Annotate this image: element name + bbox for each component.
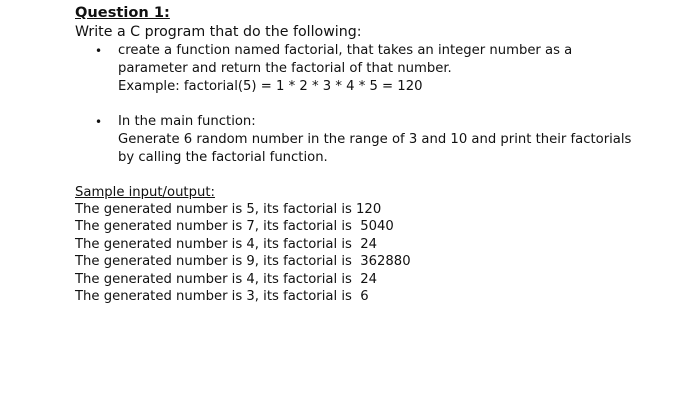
sample-output-line: The generated number is 3, its factorial is 6 — [75, 288, 369, 304]
question-intro: Write a C program that do the following: — [75, 24, 362, 40]
sample-output-line: The generated number is 7, its factorial is 5040 — [75, 219, 394, 235]
requirement-factorial-function — [75, 42, 685, 96]
requirement-line: Generate 6 random number in the range of 3 and 10 and print their factorials — [118, 132, 632, 147]
requirement-main-function — [75, 113, 685, 167]
sample-output — [75, 201, 685, 305]
requirement-example: Example: factorial(5) = 1 * 2 * 3 * 4 * 5 = 120 — [118, 79, 423, 94]
sample-output-line: The generated number is 4, its factorial is 24 — [75, 271, 378, 287]
sample-output-line: The generated number is 9, its factorial is 362880 — [75, 254, 411, 270]
requirement-line: create a function named factorial, that takes an integer number as a — [118, 43, 573, 58]
sample-title: Sample input/output: — [75, 185, 215, 200]
requirement-line: In the main function: — [118, 114, 256, 129]
sample-output-line: The generated number is 4, its factorial is 24 — [75, 236, 378, 252]
list-spacer — [75, 96, 685, 113]
section-spacer — [75, 167, 685, 184]
sample-output-line: The generated number is 5, its factorial is 120 — [75, 202, 382, 217]
question-title: Question 1: — [75, 4, 170, 21]
bullet-icon: • — [95, 44, 103, 58]
requirements-list — [75, 42, 685, 167]
requirement-line: parameter and return the factorial of that number. — [118, 61, 452, 76]
bullet-icon: • — [95, 115, 103, 129]
requirement-line: by calling the factorial function. — [118, 150, 328, 165]
document — [75, 3, 685, 305]
